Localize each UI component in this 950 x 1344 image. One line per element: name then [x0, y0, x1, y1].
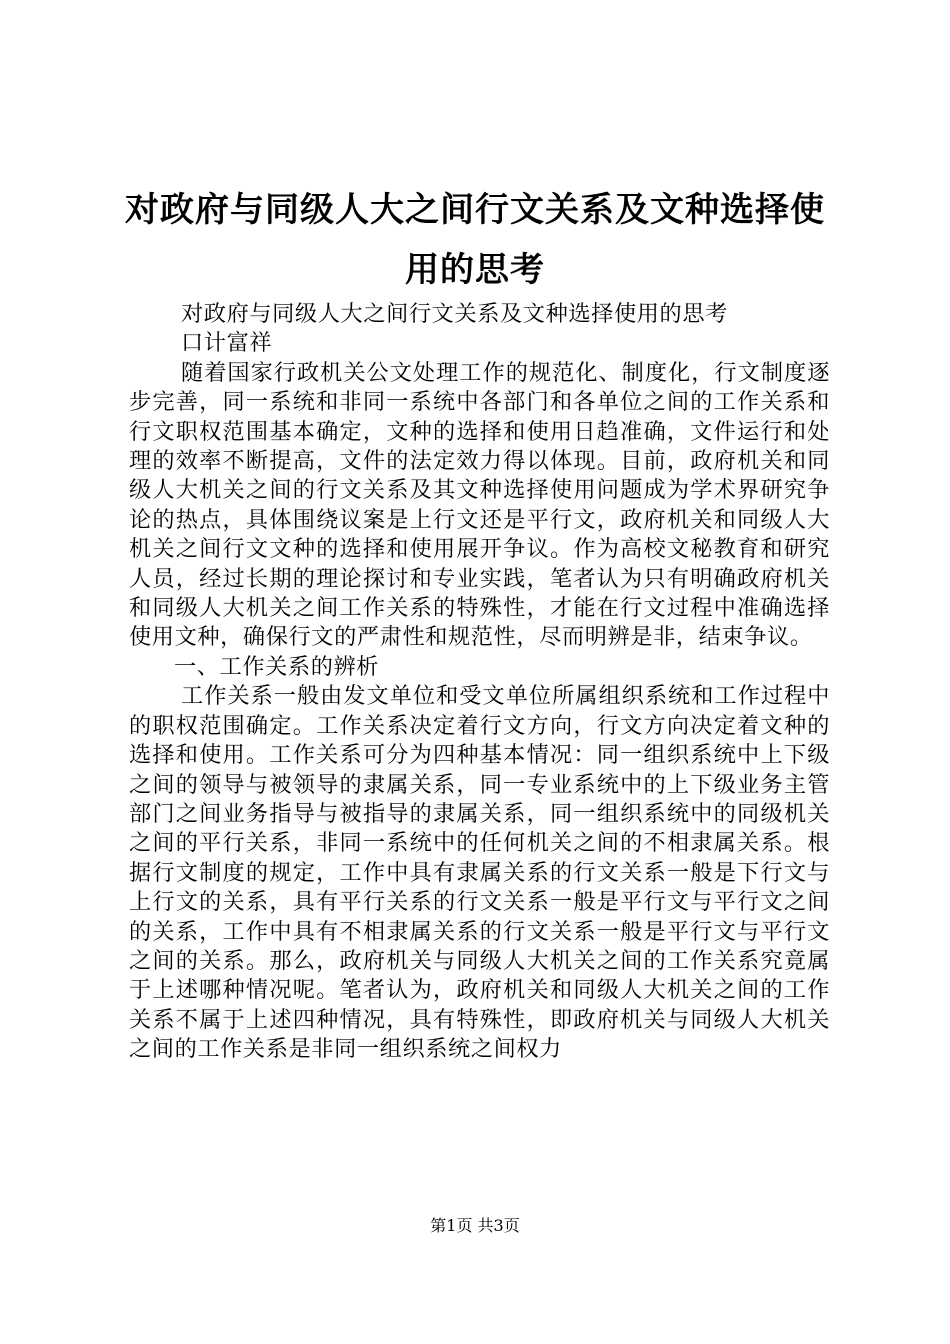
document-title: 对政府与同级人大之间行文关系及文种选择使用的思考 — [125, 190, 825, 290]
section-paragraph: 工作关系一般由发文单位和受文单位所属组织系统和工作过程中的职权范围确定。工作关系决定着行文方向，行文方向决定着文种的选择和使用。工作关系可分为四种基本情况：同一组织系统中上下级之间的领导与被领导的隶属关系，同一专业系统中的上下级业务主管部门之间业务指导与被指导的隶属关系，同一组织系统中的同级机关之间的平行关系，非同一系统中的任何机关之间的不相隶属关系。根据行文制度的规定，工作中具有隶属关系的行文关系一般是下行文与上行文的关系，具有平行关系的行文关系一般是平行文与平行文之间的关系，工作中具有不相隶属关系的行文关系一般是平行文与平行文之间的关系。那么，政府机关与同级人大机关之间的工作关系究竟属于上述哪种情况呢。笔者认为，政府机关和同级人大机关之间的工作关系不属于上述四种情况，具有特殊性，即政府机关与同级人大机关之间的工作关系是非同一组织系统之间权力 — [129, 683, 830, 1063]
page-footer: 第1页 共3页 — [430, 1216, 520, 1235]
intro-paragraph: 随着国家行政机关公文处理工作的规范化、制度化，行文制度逐步完善，同一系统和非同一系统中各部门和各单位之间的工作关系和行文职权范围基本确定，文种的选择和使用日趋准确，文件运行和处理的效率不断提高，文件的法定效力得以体现。目前，政府机关和同级人大机关之间的行文关系及其文种选择使用问题成为学术界研究争论的热点，具体围绕议案是上行文还是平行文，政府机关和同级人大机关之间行文文种的选择和使用展开争议。作为高校文秘教育和研究人员，经过长期的理论探讨和专业实践，笔者认为只有明确政府机关和同级人大机关之间工作关系的特殊性，才能在行文过程中准确选择使用文种，确保行文的严肃性和规范性，尽而明辨是非，结束争议。 — [129, 359, 830, 651]
author-line: 口计富祥 — [181, 330, 273, 357]
subtitle-paragraph: 对政府与同级人大之间行文关系及文种选择使用的思考 — [181, 301, 728, 327]
section-heading: 一、工作关系的辨析 — [174, 653, 380, 680]
document-body — [129, 300, 830, 1065]
